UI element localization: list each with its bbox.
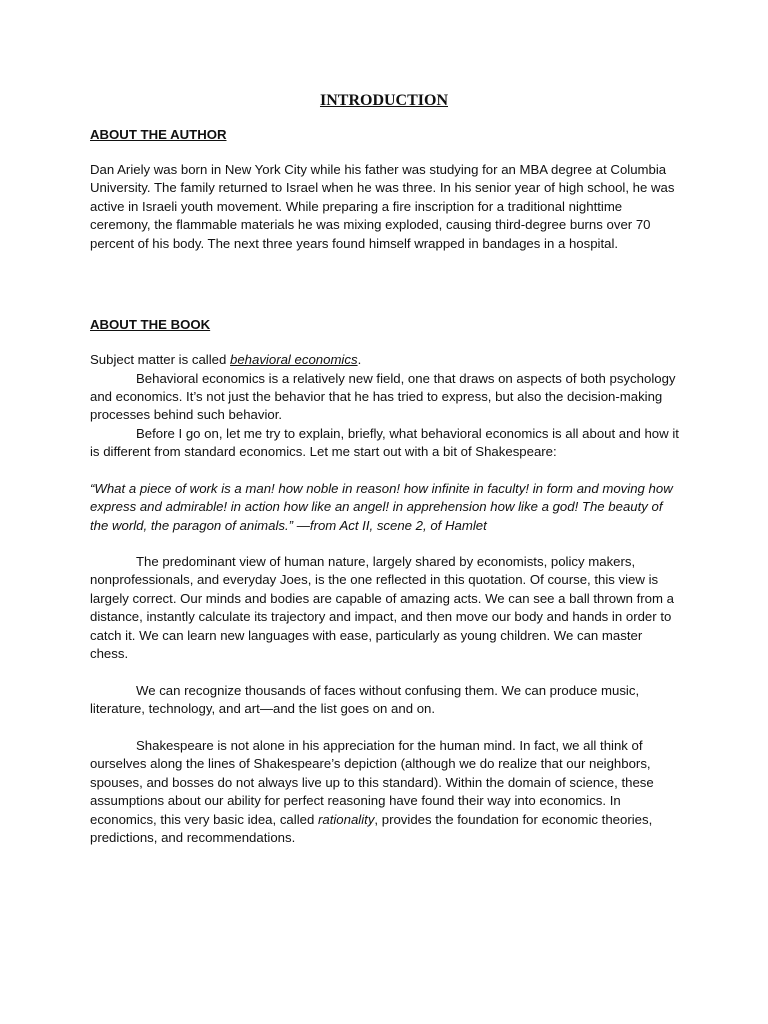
book-paragraph-2: Before I go on, let me try to explain, briefly, what behavioral economics is all about and how it is different from standard economics. Let me start out with a bit of Shakespeare:: [90, 425, 679, 459]
subject-matter-line: [90, 351, 680, 369]
about-book-heading: ABOUT THE BOOK: [90, 317, 211, 332]
hamlet-quote: “What a piece of work is a man! how noble in reason! how infinite in faculty! in form and moving how express and admirable! in action how like an angel! in apprehension how like a god! The beauty of the world, the paragon of animals.” —from Act II, scene 2, of Hamlet: [90, 481, 673, 533]
subject-suffix: .: [357, 352, 362, 367]
about-author-paragraph: Dan Ariely was born in New York City while his father was studying for an MBA degree at Columbia University. The family returned to Israel when he was three. In his senior year of high school, he was active in Israeli youth movement. While preparing a fire inscription for a traditional nighttime ceremony, the flammable materials he was mixing exploded, causing third-degree burns over 70 percent of his body. The next three years found himself wrapped in bandages in a hospital.: [90, 162, 675, 251]
subject-prefix: Subject matter is called: [90, 352, 230, 367]
rationality-term: rationality: [317, 811, 375, 827]
book-paragraph-3: The predominant view of human nature, largely shared by economists, policy makers, nonprofessionals, and everyday Joes, is the one reflected in this quotation. Of course, this view is largely correct. Our minds and bodies are capable of amazing acts. We can see a ball thrown from a distance, instantly calculate its trajectory and impact, and then move our body and hands in order to catch it. We can learn new languages with ease, particularly as young children. We can master chess.: [90, 554, 674, 662]
paragraph-5-end: , provides the foundation for economic theories, predictions, and recommendations.: [90, 811, 653, 846]
behavioral-economics-term: behavioral economics: [230, 352, 358, 367]
book-paragraph-5: [90, 737, 680, 847]
page-title: INTRODUCTION: [319, 92, 448, 109]
book-paragraph-1: Behavioral economics is a relatively new field, one that draws on aspects of both psychology and economics. It’s not just the behavior that he has tried to express, but also the decision-making processes behind such behavior.: [90, 370, 676, 423]
paragraph-5-text: Shakespeare is not alone in his appreciation for the human mind. In fact, we all think of ourselves along the lines of Shakespeare’s depiction (although we do realize that our neighbors, spouses, and bosses do not always live up to this standard). Within the domain of science, these assumptions about our ability for perfect reasoning have found their way into economics. In economics, this very basic idea, called: [90, 738, 654, 827]
about-author-heading: ABOUT THE AUTHOR: [90, 127, 227, 142]
book-paragraph-4: We can recognize thousands of faces without confusing them. We can produce music, literature, technology, and art—and the list goes on and on.: [90, 683, 640, 717]
